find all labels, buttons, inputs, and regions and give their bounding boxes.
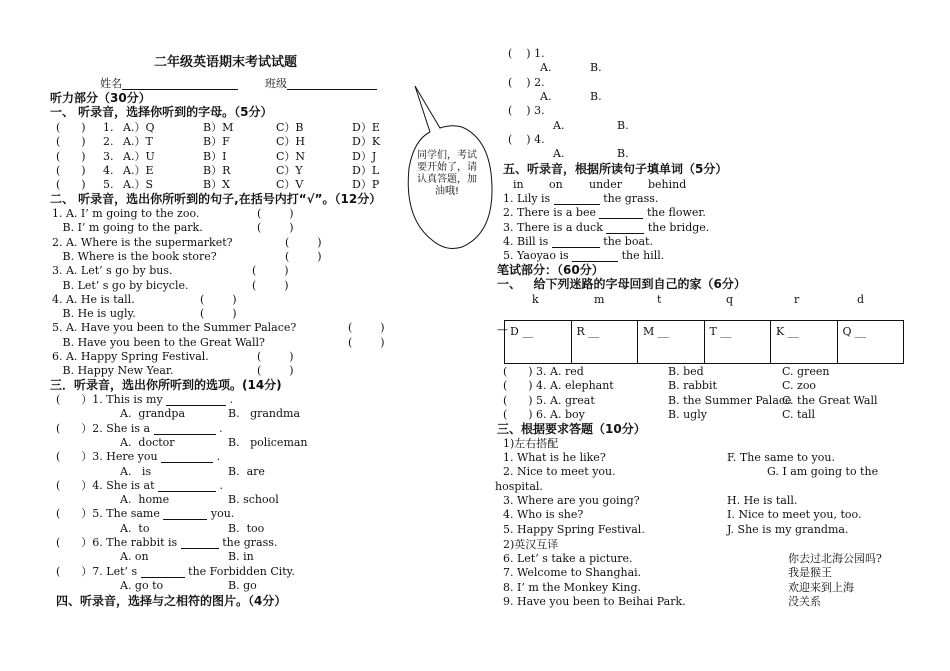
option-b: B. bed	[668, 365, 704, 378]
answer-paren[interactable]: ( )	[56, 178, 86, 192]
answer-paren[interactable]: ( )	[285, 235, 322, 249]
option-c: C. green	[782, 365, 830, 378]
letter-cell[interactable]: R __	[572, 321, 639, 363]
translate-right: 你去过北海公园吗?	[788, 552, 882, 565]
sentence-line: 5. A. Have you been to the Summer Palace?	[52, 321, 297, 335]
sentence-line: B. Happy New Year.	[52, 364, 174, 378]
lost-letter: q	[726, 293, 734, 306]
s1-title: 一、 听录音，选择你听到的字母。（5分）	[50, 105, 273, 119]
option-a: A. to	[120, 521, 150, 535]
fill-line: 5. Yaoyao is the hill.	[503, 249, 665, 263]
option-b: B. the Summer Palace	[668, 393, 792, 407]
picture-question[interactable]: ( ) 3.	[508, 104, 545, 118]
sentence-line: 4. A. He is tall.	[52, 292, 135, 306]
word-bank-item: under	[589, 178, 622, 191]
letter-cell[interactable]: D __	[505, 321, 572, 363]
picture-option-a[interactable]: A.	[540, 89, 552, 103]
letter-cell[interactable]: M __	[638, 321, 705, 363]
option-b: B. ugly	[668, 407, 707, 421]
option-c: C. the Great Wall	[782, 393, 878, 407]
answer-paren[interactable]: ( )	[56, 135, 86, 149]
fill-question: ( ）6. The rabbit is the grass.	[56, 536, 278, 549]
option-d: D）P	[352, 178, 380, 192]
option-a: A.）U	[123, 149, 155, 163]
s3-title: 三．听录音，选出你所听到的选项。(14分)	[50, 378, 282, 392]
choice-question: ( ) 6. A. boy	[503, 407, 585, 421]
option-b: B. rabbit	[668, 379, 717, 393]
option-b: B）M	[203, 121, 234, 134]
choice-question: ( ) 5. A. great	[503, 393, 595, 407]
word-bank-item: on	[549, 178, 563, 191]
picture-option-a[interactable]: A.	[540, 61, 552, 75]
written-header: 笔试部分：（60分）	[497, 263, 604, 277]
w3-title: 三、根据要求答题（10分）	[497, 422, 646, 436]
sentence-line: B. Where is the book store?	[52, 249, 217, 263]
sentence-line: 6. A. Happy Spring Festival.	[52, 350, 209, 363]
option-b: B. grandma	[228, 407, 301, 421]
match-left: 4. Who is she?	[503, 508, 584, 522]
option-c: C）B	[276, 121, 304, 134]
bubble-text: 同学们，考试要开始了，请认真答题，加油哦!	[417, 150, 477, 197]
choice-question: ( ) 4. A. elephant	[503, 379, 614, 393]
sentence-line: 3. A. Let’ s go by bus.	[52, 264, 173, 278]
option-b: B. too	[228, 521, 265, 535]
answer-paren[interactable]: ( )	[56, 121, 86, 134]
s4-title: 四、听录音，选择与之相符的图片。（4分）	[56, 594, 287, 608]
answer-paren[interactable]: ( )	[348, 321, 385, 335]
lost-letter: k	[532, 293, 539, 306]
answer-paren[interactable]: ( )	[200, 292, 237, 306]
option-b: B. in	[228, 550, 254, 564]
sentence-line: 1. A. I’ m going to the zoo.	[52, 207, 200, 220]
w3-sub1: 1)左右搭配	[503, 437, 559, 450]
picture-option-b[interactable]: B.	[617, 118, 629, 132]
sentence-line: B. I’ m going to the park.	[52, 221, 203, 235]
question-number: 1.	[103, 121, 114, 134]
option-a: A.）T	[123, 135, 153, 149]
fill-question: ( ）5. The same you.	[56, 507, 235, 521]
choice-question: ( ) 3. A. red	[503, 365, 584, 378]
match-left: 2. Nice to meet you.	[503, 465, 616, 479]
option-b: B）I	[203, 149, 227, 163]
answer-paren[interactable]: ( )	[257, 364, 294, 378]
match-right: F. The same to you.	[727, 451, 835, 464]
answer-paren[interactable]: ( )	[252, 264, 289, 278]
option-b: B）R	[203, 163, 231, 177]
lost-letter: m	[594, 293, 605, 306]
match-left: 3. Where are you going?	[503, 493, 640, 507]
option-a: A. is	[120, 464, 152, 478]
option-c: C）Y	[276, 163, 303, 177]
letter-home-table	[504, 320, 904, 364]
letter-cell[interactable]: Q __	[842, 325, 867, 338]
option-d: D）E	[352, 121, 380, 134]
option-c: C）N	[276, 149, 306, 163]
option-a: A. go to	[120, 578, 164, 592]
picture-option-a[interactable]: A.	[553, 147, 565, 161]
option-a: A.）E	[123, 163, 154, 177]
dash-mark: —	[497, 323, 508, 336]
option-c: C）V	[276, 178, 304, 192]
picture-option-b[interactable]: B.	[590, 61, 602, 75]
translate-right: 没关系	[788, 594, 821, 608]
match-left: 5. Happy Spring Festival.	[503, 522, 645, 536]
lost-letter: d	[857, 293, 865, 306]
picture-question[interactable]: ( ) 1.	[508, 47, 545, 60]
word-bank-item: behind	[648, 178, 687, 191]
option-b: B）F	[203, 135, 230, 149]
sentence-line: B. Let’ s go by bicycle.	[52, 278, 189, 292]
s5-title: 五、听录音，根据所读句子填单词（5分）	[503, 162, 728, 176]
translate-right: 我是猴王	[788, 566, 832, 580]
fill-question: ( ）4. She is at .	[56, 478, 224, 492]
sentence-line: B. He is ugly.	[52, 307, 136, 321]
translate-right: 欢迎来到上海	[788, 580, 854, 594]
answer-paren[interactable]: ( )	[56, 149, 86, 163]
option-a: A.）Q	[123, 121, 155, 134]
w1-title: 一、 给下列迷路的字母回到自己的家（6分）	[497, 277, 746, 291]
letter-cell[interactable]: T __	[705, 321, 772, 363]
picture-option-b[interactable]: B.	[617, 147, 629, 161]
question-number: 2.	[103, 135, 114, 149]
option-b: B）X	[203, 178, 230, 192]
letter-cell[interactable]: K __	[771, 321, 838, 363]
option-b: B. school	[228, 493, 279, 507]
option-a: A.）S	[123, 178, 153, 192]
match-left: 1. What is he like?	[503, 451, 606, 464]
fill-question: ( ）3. Here you .	[56, 450, 221, 464]
picture-option-b[interactable]: B.	[590, 89, 602, 103]
option-a: A. doctor	[120, 435, 175, 449]
option-d: D）L	[352, 163, 380, 177]
question-number: 3.	[103, 149, 114, 163]
question-number: 4.	[103, 163, 114, 177]
match-left: hospital.	[495, 479, 543, 493]
translate-left: 7. Welcome to Shanghai.	[503, 566, 642, 580]
w3-sub2: 2)英汉互译	[503, 538, 559, 551]
match-right: I. Nice to meet you, too.	[727, 508, 862, 522]
picture-question[interactable]: ( ) 2.	[508, 75, 545, 89]
translate-left: 9. Have you been to Beihai Park.	[503, 594, 686, 608]
answer-paren[interactable]: ( )	[285, 249, 322, 263]
lost-letter: r	[794, 293, 800, 306]
class-label: 班级	[265, 77, 377, 90]
answer-paren[interactable]: ( )	[348, 335, 385, 349]
sentence-line: 2. A. Where is the supermarket?	[52, 235, 233, 249]
option-a: A. home	[120, 493, 170, 507]
name-label: 姓名	[100, 77, 238, 90]
fill-question: ( ）2. She is a .	[56, 421, 223, 435]
match-right: J. She is my grandma.	[727, 522, 849, 536]
answer-paren[interactable]: ( )	[257, 221, 294, 235]
picture-option-a[interactable]: A.	[553, 118, 565, 132]
option-d: D）K	[352, 135, 381, 149]
page-title: 二年级英语期末考试试题	[154, 55, 298, 70]
translate-left: 6. Let’ s take a picture.	[503, 552, 633, 565]
answer-paren[interactable]: ( )	[56, 163, 86, 177]
question-number: 5.	[103, 178, 114, 192]
fill-line: 1. Lily is the grass.	[503, 192, 659, 205]
fill-question: ( ）1. This is my .	[56, 393, 234, 406]
answer-paren[interactable]: ( )	[200, 307, 237, 321]
word-bank-item: in	[513, 178, 524, 191]
sentence-line: B. Have you been to the Great Wall?	[52, 335, 265, 349]
translate-left: 8. I’ m the Monkey King.	[503, 580, 641, 594]
answer-paren[interactable]: ( )	[257, 350, 294, 363]
option-d: D）J	[352, 149, 377, 163]
fill-question: ( ）7. Let’ s the Forbidden City.	[56, 564, 295, 578]
picture-question[interactable]: ( ) 4.	[508, 132, 545, 146]
s2-title: 二、 听录音，选出你所听到的句子,在括号内打“√”。（12分）	[50, 192, 382, 206]
answer-paren[interactable]: ( )	[252, 278, 289, 292]
option-b: B. are	[228, 464, 265, 478]
option-a: A. grandpa	[120, 407, 186, 421]
fill-line: 4. Bill is the boat.	[503, 234, 653, 248]
match-right: G. I am going to the	[767, 465, 879, 479]
option-a: A. on	[120, 550, 149, 564]
answer-paren[interactable]: ( )	[257, 207, 294, 220]
match-right: H. He is tall.	[727, 493, 798, 507]
option-c: C）H	[276, 135, 306, 149]
option-c: C. tall	[782, 407, 816, 421]
option-b: B. go	[228, 578, 257, 592]
option-c: C. zoo	[782, 379, 817, 393]
fill-line: 2. There is a bee the flower.	[503, 206, 706, 220]
listening-header: 听力部分（30分）	[50, 91, 151, 105]
lost-letter: t	[657, 293, 662, 306]
fill-line: 3. There is a duck the bridge.	[503, 220, 710, 234]
option-b: B. policeman	[228, 435, 308, 449]
